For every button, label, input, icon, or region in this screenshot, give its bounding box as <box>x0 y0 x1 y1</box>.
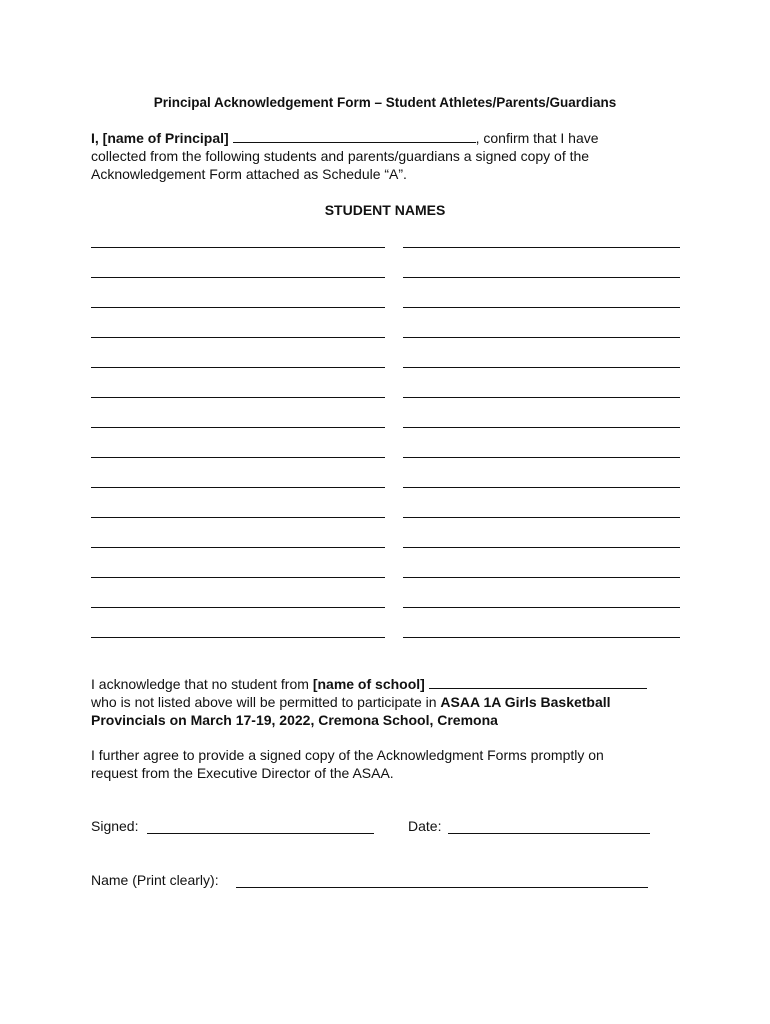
further-line-2: request from the Executive Director of the ASAA. <box>91 765 394 781</box>
student-name-field-right-5[interactable] <box>403 367 680 368</box>
student-name-field-right-3[interactable] <box>403 307 680 308</box>
acknowledge-prefix: I acknowledge that no student from <box>91 676 313 692</box>
signed-label: Signed: <box>91 818 139 834</box>
student-name-field-left-11[interactable] <box>91 547 385 548</box>
student-name-field-right-8[interactable] <box>403 457 680 458</box>
student-name-field-right-1[interactable] <box>403 247 680 248</box>
intro-after-blank: , confirm that I have <box>475 130 599 146</box>
student-name-field-left-8[interactable] <box>91 457 385 458</box>
student-name-field-right-13[interactable] <box>403 607 680 608</box>
student-name-field-left-2[interactable] <box>91 277 385 278</box>
date-field[interactable] <box>448 833 650 834</box>
principal-placeholder: [name of Principal] <box>102 130 229 146</box>
print-name-label: Name (Print clearly): <box>91 872 219 888</box>
intro-paragraph <box>91 129 691 183</box>
acknowledge-line-2-plain: who is not listed above will be permitted to participate in <box>91 694 441 710</box>
student-name-field-right-14[interactable] <box>403 637 680 638</box>
student-name-field-right-10[interactable] <box>403 517 680 518</box>
student-name-field-right-9[interactable] <box>403 487 680 488</box>
student-name-field-right-2[interactable] <box>403 277 680 278</box>
student-name-field-left-12[interactable] <box>91 577 385 578</box>
student-name-field-left-10[interactable] <box>91 517 385 518</box>
student-name-field-left-4[interactable] <box>91 337 385 338</box>
intro-prefix: I, <box>91 130 103 146</box>
further-paragraph <box>91 746 691 782</box>
intro-line-1 <box>91 129 691 147</box>
event-name-part-1: ASAA 1A Girls Basketball <box>440 694 611 710</box>
acknowledge-paragraph <box>91 675 691 729</box>
student-name-field-left-14[interactable] <box>91 637 385 638</box>
student-name-field-right-7[interactable] <box>403 427 680 428</box>
date-label: Date: <box>408 818 442 834</box>
intro-line-3: Acknowledgement Form attached as Schedule “A”. <box>91 166 407 182</box>
acknowledge-line-2 <box>91 693 691 711</box>
intro-line-2: collected from the following students and parents/guardians a signed copy of the <box>91 148 590 164</box>
student-name-field-left-13[interactable] <box>91 607 385 608</box>
student-name-field-left-1[interactable] <box>91 247 385 248</box>
student-name-field-left-9[interactable] <box>91 487 385 488</box>
school-placeholder: [name of school] <box>312 676 425 692</box>
student-name-field-left-6[interactable] <box>91 397 385 398</box>
student-name-field-right-6[interactable] <box>403 397 680 398</box>
acknowledge-line-1 <box>91 675 691 693</box>
school-name-field[interactable] <box>429 675 647 689</box>
signature-field[interactable] <box>147 833 374 834</box>
student-names-heading: STUDENT NAMES <box>324 202 446 218</box>
student-name-field-left-3[interactable] <box>91 307 385 308</box>
form-title: Principal Acknowledgement Form – Student Athletes/Parents/Guardians <box>153 95 617 110</box>
student-name-field-right-12[interactable] <box>403 577 680 578</box>
print-name-field[interactable] <box>236 887 648 888</box>
principal-name-field[interactable] <box>233 129 476 143</box>
student-name-field-right-4[interactable] <box>403 337 680 338</box>
student-name-field-right-11[interactable] <box>403 547 680 548</box>
further-line-1: I further agree to provide a signed copy of the Acknowledgment Forms promptly on <box>91 747 604 763</box>
student-name-field-left-5[interactable] <box>91 367 385 368</box>
student-name-field-left-7[interactable] <box>91 427 385 428</box>
event-name-part-2: Provincials on March 17-19, 2022, Cremona School, Cremona <box>91 712 498 728</box>
